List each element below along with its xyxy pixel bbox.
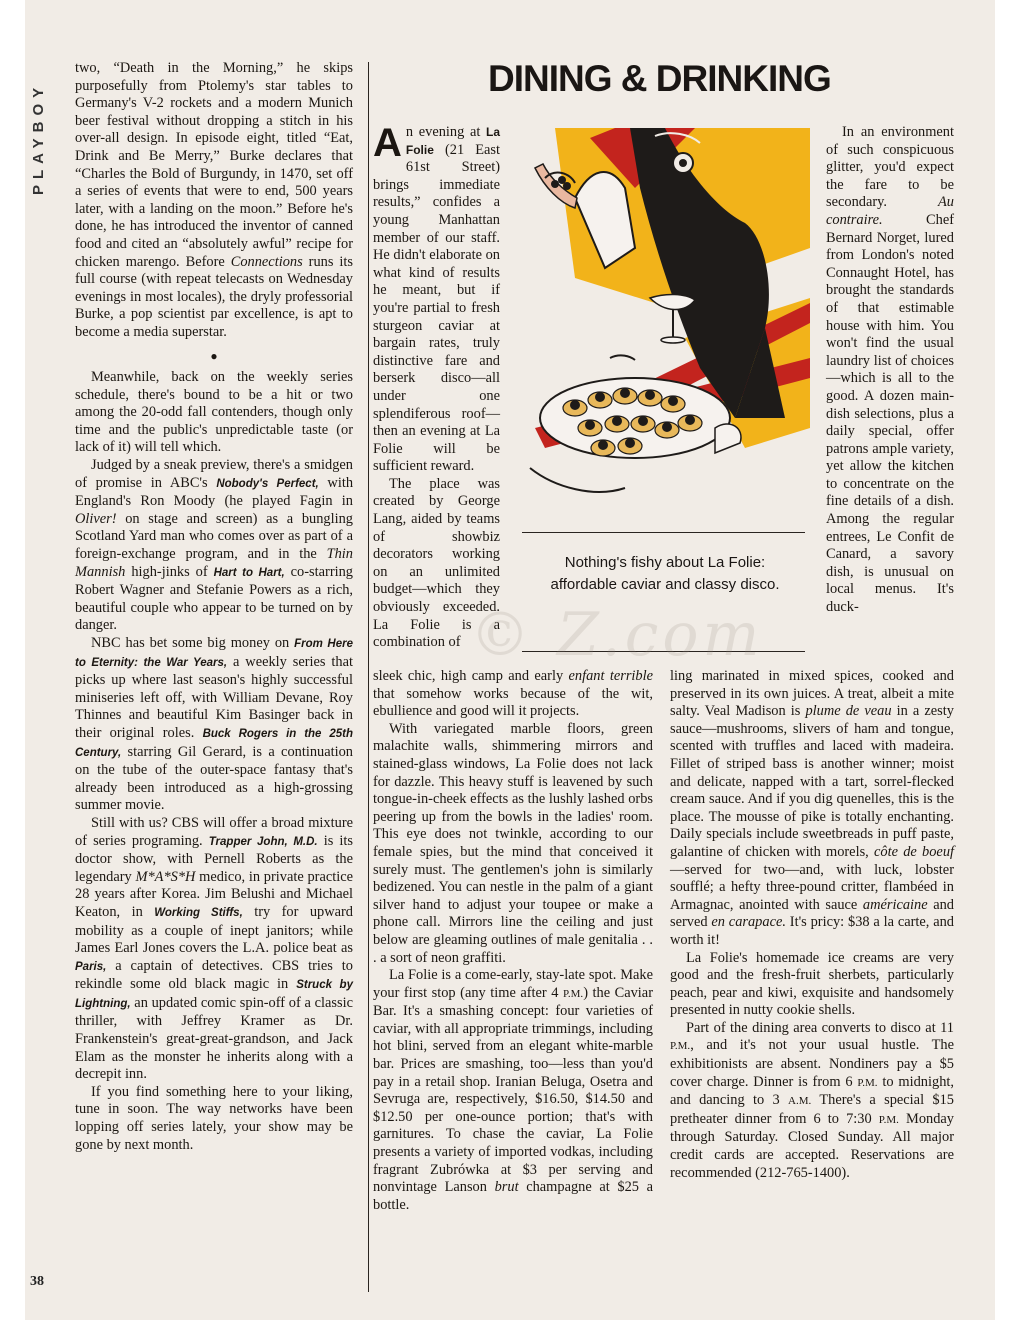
column-divider bbox=[368, 62, 369, 1292]
paragraph: ling marinated in mixed spices, cooked and preserved in its own juices. A treat, albeit a mite salty. Veal Madison is plume de veau in a zesty sauce—mushrooms, slivers of ham and tongue, scented with truffles and laced with madeira. Fillet of striped bass is another winner; moist and delicate, napped with a tart, sorrel-flecked cream sauce. And if you dig quenelles, this is the place. The mousse of pike is totally enchanting. Daily specials include sweetbreads in puff paste, galantine of chicken with morels, côte de boeuf—served for two—and, with luck, lobster soufflé; a hefty three-pound critter, flambéed in Armagnac, anointed with sauce américaine and served en carapace. It's pricy: $38 a la carte, and worth it! bbox=[670, 668, 955, 948]
paragraph: If you find something here to your liking, tune in soon. The way networks have been lopping off series lately, your show may be gone by next month. bbox=[75, 1083, 353, 1153]
illustration-caption: Nothing's fishy about La Folie: affordable caviar and classy disco. bbox=[550, 554, 780, 593]
dining-column-c bbox=[826, 124, 954, 617]
paragraph: With variegated marble floors, green malachite walls, shimmering mirrors and stained-glass windows, La Folie does not lack for dazzle. This heavy stuff is leavened by such tongue-in-cheek effects as the lushly lashed orbs peering up from the bowls in the ladies' room. This eye does not twinkle, according to our female spies, but the mind that conceived it surely must. The gentlemen's john is similarly bedizened. You can nestle in the palm of a giant silver hand to adjust your toupee or make a phone call. Mirrors line the ceiling and just below are gleaming outlines of male genitalia . . . a sort of neon graffiti. bbox=[373, 720, 653, 966]
dining-column-d bbox=[670, 668, 954, 1182]
paragraph: Meanwhile, back on the weekly series schedule, there's bound to be a hit or two among the 20-odd fall contenders, though only time and the public's unpredictable taste (or lack of it) will tell which. bbox=[75, 369, 353, 456]
paragraph: La Folie's homemade ice creams are very good and the fresh-fruit sherbets, particularly peach, pear and kiwi, exquisite and handsomely presented in nutty cookie shells. bbox=[670, 949, 954, 1019]
drop-cap: A bbox=[373, 121, 402, 165]
caption-rule-bottom bbox=[522, 651, 805, 652]
section-headline: DINING & DRINKING bbox=[488, 58, 831, 99]
paragraph: La Folie is a come-early, stay-late spot. Make your first stop (any time after 4 P.M.) the Caviar Bar. It's a smashing concept: four varieties of caviar, with all appropriate trimmings, including hot blini, served from an elegant white-marble bar. Prices are smashing, too—less than you'd pay in a retail shop. Iranian Beluga, Osetra and Sevruga are, respectively, $16.50, $14.50 and $12.50 per one-ounce portion; that's with garnitures. To chase the caviar, La Folie presents a variety of imported vodkas, including fragrant Zubrówka at $3 per serving and nonvintage Lanson brut champagne at $25 a bottle. bbox=[373, 967, 653, 1213]
paragraph: Judged by a sneak preview, there's a smidgen of promise in ABC's Nobody's Perfect, with England's Ron Moody (he played Fagin in Oliver! on stage and screen) as a bungling Scotland Yard man who comes over as part of a foreign-exchange program, and in the Thin Mannish high-jinks of Hart to Hart, co-starring Robert Wagner and Stefanie Powers as a rich, beautiful couple who appear to be turned on by danger. bbox=[75, 457, 354, 634]
tv-column bbox=[75, 60, 353, 1154]
magazine-name: PLAYBOY bbox=[30, 81, 47, 195]
paragraph: sleek chic, high camp and early enfant terrible that somehow works because of the wit, ebullience and good will it projects. bbox=[373, 668, 653, 720]
paragraph: Part of the dining area converts to disco at 11 P.M., and it's not your usual hustle. The exhibitionists are absent. Nondiners pay a $5 cover charge. Dinner is from 6 P.M. to midnight, and dancing to 3 A.M. There's a special $15 pretheater dinner from 6 to 7:30 P.M. Monday through Saturday. Closed Sunday. All major credit cards are accepted. Reservations are recommended (212-765-1400). bbox=[670, 1019, 954, 1181]
dining-column-b bbox=[373, 668, 653, 1214]
section-bullet: ● bbox=[210, 348, 218, 363]
paragraph: In an environment of such conspicuous glitter, you'd expect the fare to be secondary. Au contraire. Chef Bernard Norget, lured from London's noted Connaught Hotel, has brought the standards of that estimable house with him. You won't find the usual laundry list of choices—which is all to the good. A dozen main-dish selections, plus a daily special, offer patrons ample variety, yet allow the kitchen to concentrate on the fine details of a dish. Among the regular entrees, Le Confit de Canard, a savory dish, is unusual on local menus. It's duck- bbox=[826, 124, 954, 616]
paragraph: Still with us? CBS will offer a broad mixture of series programing. Trapper John, M.D. is its doctor show, with Pernell Roberts as the legendary M*A*S*H medico, in private practice 28 years after Korea. Jim Belushi and Michael Keaton, in Working Stiffs, try for upward mobility as a couple of inept janitors; while James Earl Jones covers the L.A. police beat as Paris, a captain of detectives. CBS tries to rekindle some old black magic in Struck by Lightning, an updated comic spin-off of a classic thriller, with Jeffrey Kramer as Dr. Frankenstein's great-great-grandson, and Jack Elam as the monster he inherits along with a decrepit inn. bbox=[75, 814, 353, 1083]
paragraph: The place was created by George Lang, aided by teams of showbiz decorators working on an unlimited budget—which they obviously exceeded. La Folie is a combination of bbox=[373, 475, 500, 651]
dining-column-a bbox=[373, 121, 500, 652]
paragraph: two, “Death in the Morning,” he skips purposefully from Ptolemy's star tables to Germany's V-2 rockets and a modern Munich beer festival without dropping a stitch in his over-all design. In episode eight, titled “Eat, Drink and Be Merry,” Burke declares that “Charles the Bold of Burgundy, in 1470, set off a series of events that were to end, 500 years later, with a landing on the moon.” Before he's done, he has introduced the inventor of canned food and cited an “absolutely awful” recipe for chicken marengo. Before Connections runs its full course (with repeat telecasts on Wednesday evenings in most locales), the dryly professorial Burke, a pop scientist par excellence, is apt to become a media superstar. bbox=[75, 60, 353, 340]
paragraph: NBC has bet some big money on From Here to Eternity: the War Years, a weekly series that picks up where last season's highly successful miniseries left off, with William Devane, Roy Thinnes and beautiful Kim Basinger back in their original roles. Buck Rogers in the 25th Century, starring Gil Gerard, is a continuation on the tube of the outer-space fantasy that's already been introduced as a high-grossing summer movie. bbox=[75, 635, 353, 814]
page-number: 38 bbox=[30, 1274, 44, 1289]
paragraph: An evening at La Folie (21 East 61st Street) brings immediate results,” confides a young Manhattan member of our staff. He didn't elaborate on what kind of results he meant, but if you're partial to fresh sturgeon caviar at bargain rates, truly distinctive fare and berserk disco—all under one splendiferous roof—then an evening at La Folie will be sufficient reward. bbox=[373, 121, 500, 475]
caviar-fish-illustration bbox=[515, 128, 810, 508]
caption-rule-top bbox=[522, 532, 805, 533]
